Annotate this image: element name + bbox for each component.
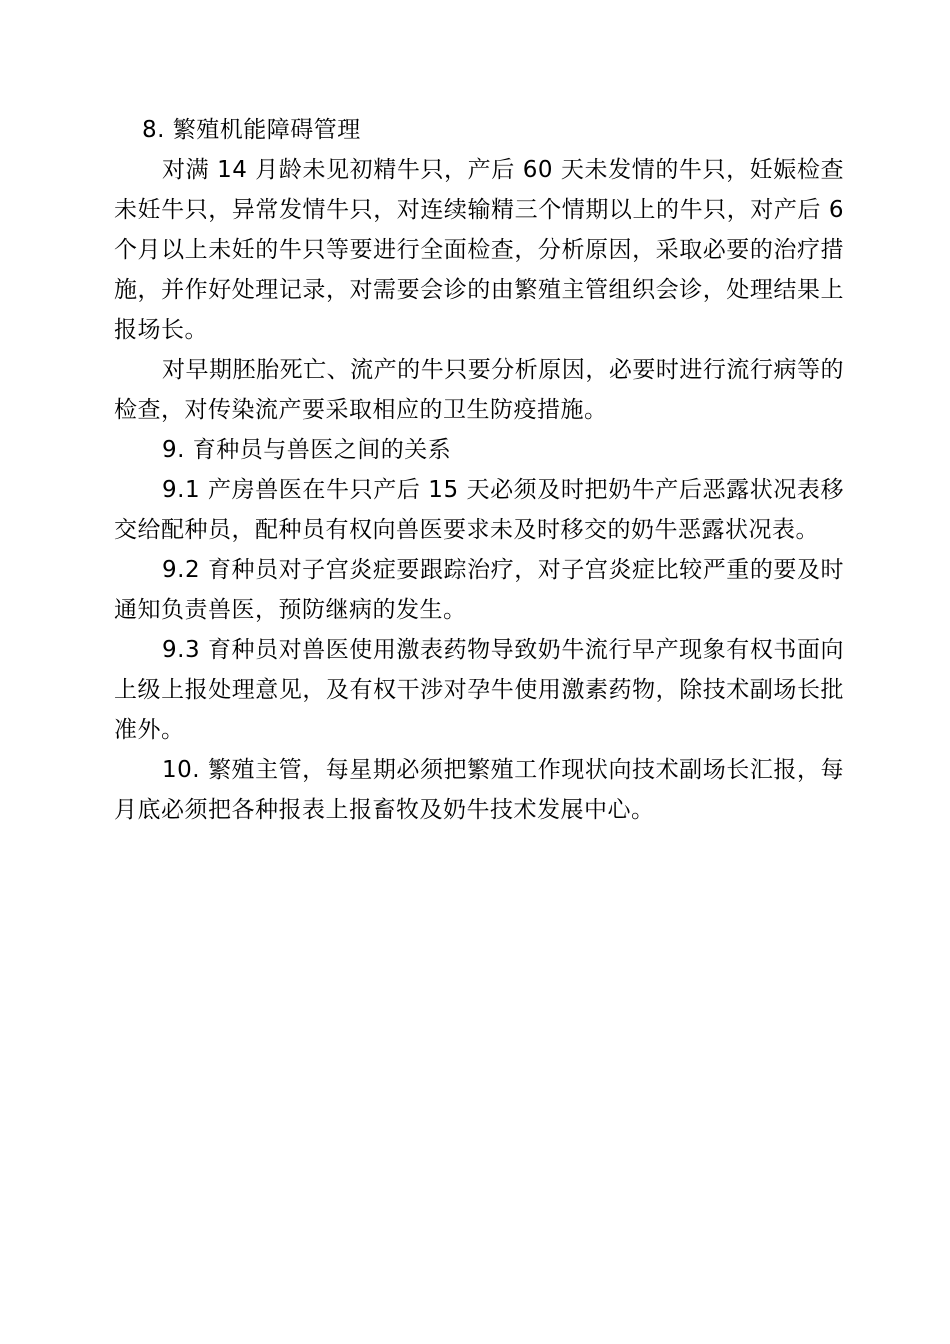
section-8-heading: 8. 繁殖机能障碍管理 xyxy=(142,117,361,143)
section-10-paragraph: 10. 繁殖主管，每星期必须把繁殖工作现状向技术副场长汇报，每月底必须把各种报表上报畜牧及奶牛技术发展中心。 xyxy=(114,757,844,823)
section-9-2-paragraph: 9.2 育种员对子宫炎症要跟踪治疗，对子宫炎症比较严重的要及时通知负责兽医，预防继病的发生。 xyxy=(114,557,844,623)
section-9-3-paragraph: 9.3 育种员对兽医使用激表药物导致奶牛流行早产现象有权书面向上级上报处理意见，及有权干涉对孕牛使用激素药物，除技术副场长批准外。 xyxy=(114,637,844,743)
section-8-paragraph-1: 对满 14 月龄未见初精牛只，产后 60 天未发情的牛只，妊娠检查未妊牛只，异常发情牛只，对连续输精三个情期以上的牛只，对产后 6 个月以上未妊的牛只等要进行全面检查，分析原因，采取必要的治疗措施，并作好处理记录，对需要会诊的由繁殖主管组织会诊，处理结果上报场长。 xyxy=(114,157,844,343)
section-9-heading: 9. 育种员与兽医之间的关系 xyxy=(162,437,452,463)
section-9-1-paragraph: 9.1 产房兽医在牛只产后 15 天必须及时把奶牛产后恶露状况表移交给配种员，配种员有权向兽医要求未及时移交的奶牛恶露状况表。 xyxy=(114,477,844,543)
section-8-paragraph-2: 对早期胚胎死亡、流产的牛只要分析原因，必要时进行流行病等的检查，对传染流产要采取相应的卫生防疫措施。 xyxy=(114,357,844,423)
document-body xyxy=(114,110,844,830)
